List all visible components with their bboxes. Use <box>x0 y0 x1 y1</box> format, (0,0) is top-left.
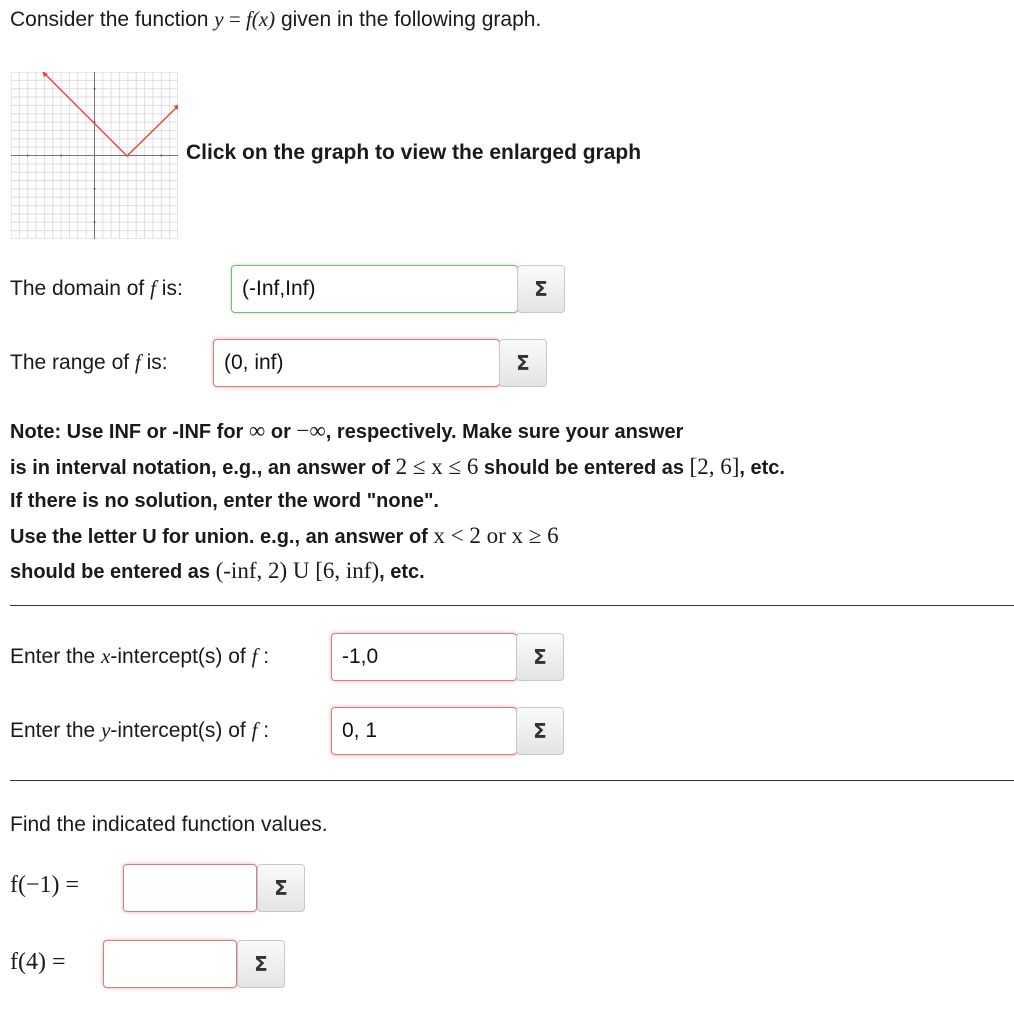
sigma-icon[interactable]: Σ <box>237 940 285 988</box>
domain-input[interactable] <box>231 265 518 313</box>
sigma-icon[interactable]: Σ <box>499 339 547 387</box>
f-minus-1-label: f(−1) = <box>10 872 80 898</box>
f-4-label: f(4) = <box>10 949 66 975</box>
divider <box>10 780 1014 781</box>
x-intercept-input[interactable] <box>331 633 517 681</box>
divider <box>10 605 1014 606</box>
sigma-icon[interactable]: Σ <box>516 707 564 755</box>
note-line-4: Use the letter U for union. e.g., an answer of x < 2 or x ≥ 6 <box>10 522 559 548</box>
note-line-1: Note: Use INF or -INF for ∞ or −∞, respectively. Make sure your answer <box>10 418 684 443</box>
intro-text: Consider the function y = f(x) given in the following graph. <box>10 7 542 31</box>
note-line-5: should be entered as (-inf, 2) U [6, inf), etc. <box>10 558 425 583</box>
note-text <box>10 414 785 590</box>
domain-label: The domain of f is: <box>10 276 183 300</box>
graph-thumbnail[interactable] <box>11 72 178 239</box>
find-values-text: Find the indicated function values. <box>10 813 328 836</box>
y-intercept-input[interactable] <box>331 707 517 755</box>
x-intercept-label: Enter the x-intercept(s) of f : <box>10 644 270 668</box>
note-line-2: is in interval notation, e.g., an answer of 2 ≤ x ≤ 6 should be entered as [2, 6], etc. <box>10 453 785 479</box>
sigma-icon[interactable]: Σ <box>516 633 564 681</box>
graph-svg <box>11 72 178 239</box>
range-label: The range of f is: <box>10 350 168 374</box>
f-4-input[interactable] <box>103 940 237 988</box>
sigma-icon[interactable]: Σ <box>517 265 565 313</box>
graph-caption: Click on the graph to view the enlarged graph <box>186 141 642 164</box>
f-minus-1-input[interactable] <box>123 864 257 912</box>
y-intercept-label: Enter the y-intercept(s) of f : <box>10 718 270 742</box>
sigma-icon[interactable]: Σ <box>257 864 305 912</box>
note-line-3: If there is no solution, enter the word "none". <box>10 490 439 512</box>
range-input[interactable] <box>213 339 500 387</box>
